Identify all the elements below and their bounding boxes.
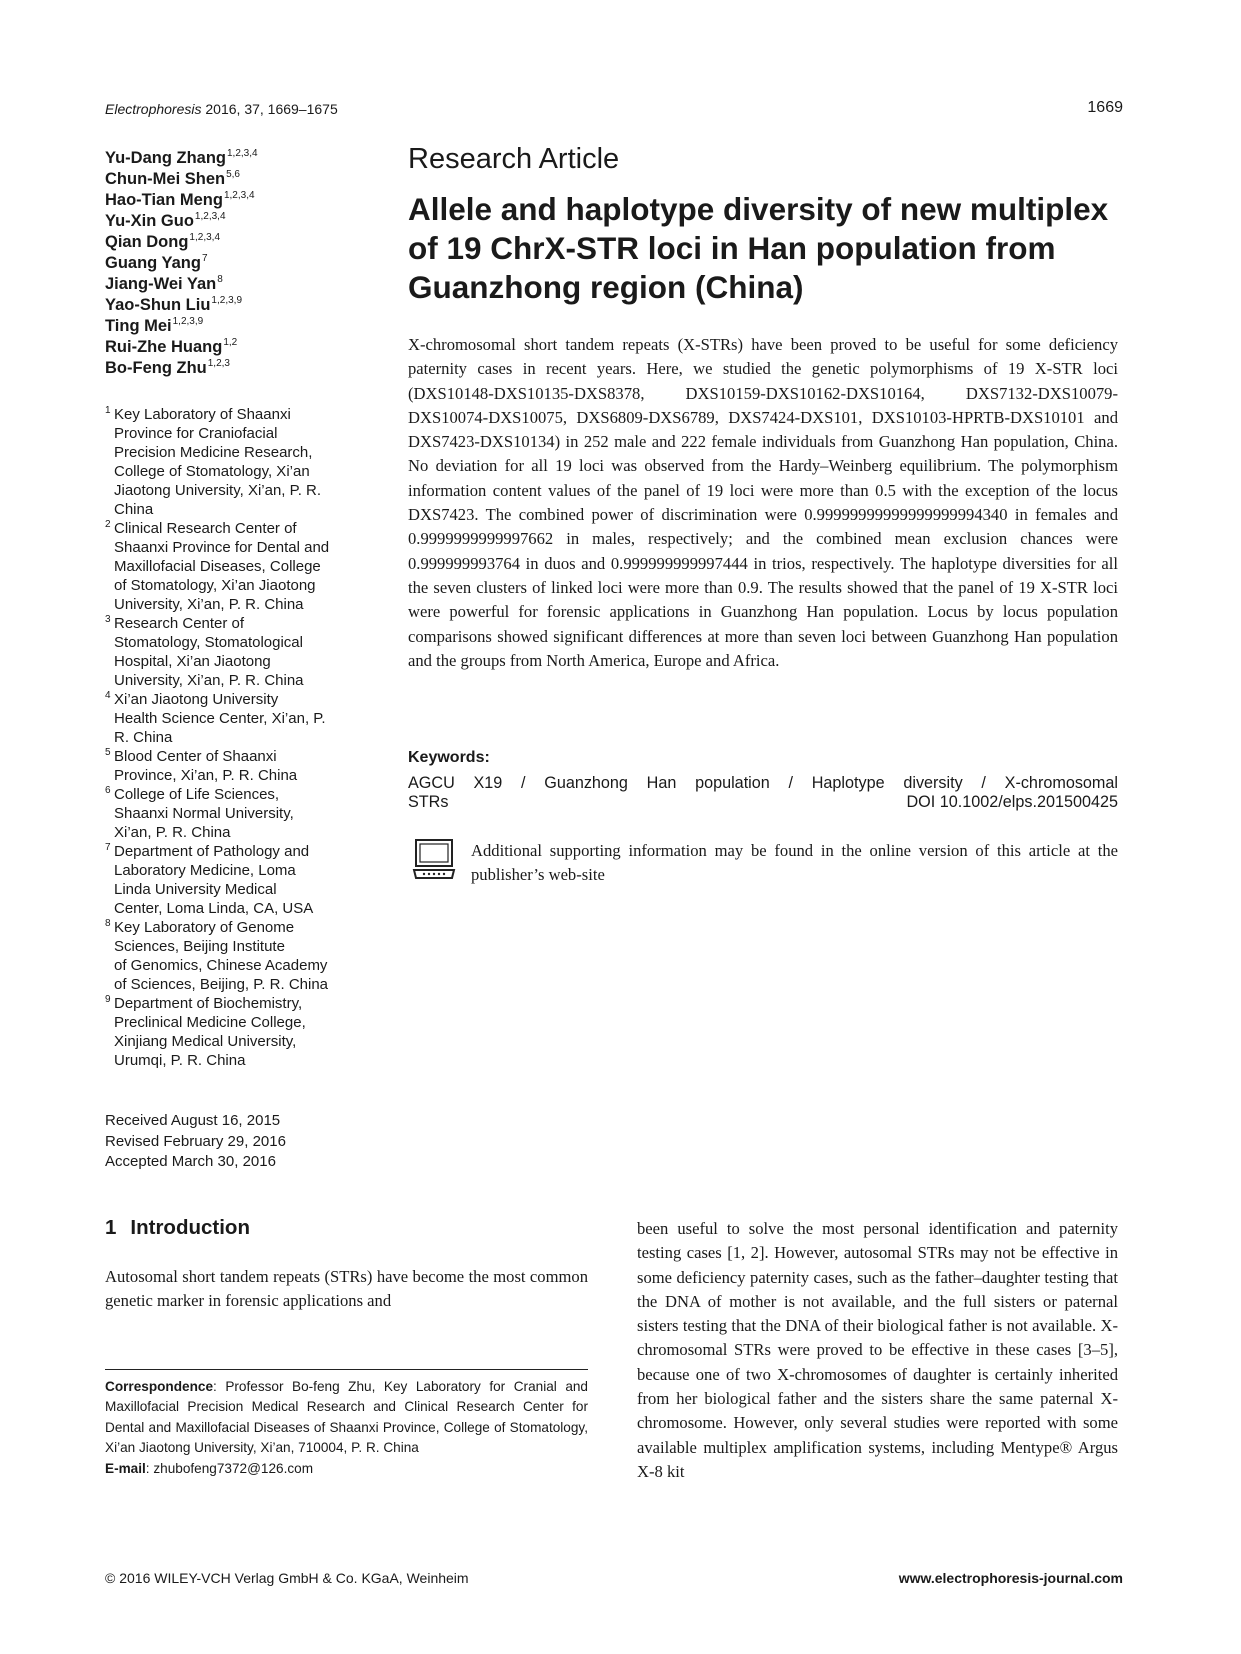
- author: Bo-Feng Zhu$^{1,2,3}$: [105, 358, 230, 377]
- article-dates: [105, 1111, 286, 1173]
- email-label: E-mail: [105, 1460, 146, 1476]
- correspondence-rule: [105, 1369, 588, 1370]
- email-address: : zhubofeng7372@126.com: [145, 1460, 314, 1476]
- author: Chun-Mei Shen$^{5,6}$: [105, 169, 240, 188]
- correspondence-label: Correspondence: [105, 1379, 214, 1394]
- affiliation: 8 Key Laboratory of Genome Sciences, Beijing Institute of Genomics, Chinese Academy of Sciences, Beijing, P. R. China: [105, 918, 329, 993]
- running-head: [105, 101, 338, 117]
- correspondence-text: : Professor Bo-feng Zhu, Key Laboratory for Cranial and Maxillofacial Precision Medical Research and Clinical Research Center for Dental and Maxillofacial Diseases of Shaanxi Province, College of Stomatology, Xi’an Jiaotong University, Xi’an, 710004, P. R. China: [105, 1379, 588, 1456]
- supporting-info-note: Additional supporting information may be found in the online version of this article at the publisher’s web-site: [471, 841, 1118, 884]
- affiliation: 6 College of Life Sciences, Shaanxi Normal University, Xi’an, P. R. China: [105, 785, 294, 841]
- affiliation: 2 Clinical Research Center of Shaanxi Province for Dental and Maxillofacial Diseases, College of Stomatology, Xi’an Jiaotong University, Xi’an, P. R. China: [105, 519, 330, 613]
- affiliation: 1 Key Laboratory of Shaanxi Province for Craniofacial Precision Medicine Research, College of Stomatology, Xi’an Jiaotong University, Xi’an, P. R. China: [105, 405, 322, 518]
- author: Jiang-Wei Yan$^8$: [105, 274, 223, 293]
- journal-website: www.electrophoresis-journal.com: [898, 1570, 1123, 1586]
- article-title: Allele and haplotype diversity of new multiplex of 19 ChrX-STR loci in Han population from Guanzhong region (China): [408, 191, 1109, 305]
- citation: 2016, 37, 1669–1675: [205, 101, 338, 117]
- journal-name: Electrophoresis: [105, 101, 202, 117]
- author: Rui-Zhe Huang$^{1,2}$: [105, 337, 238, 356]
- affiliation: 5 Blood Center of Shaanxi Province, Xi’an, P. R. China: [105, 747, 298, 784]
- date-received: Received August 16, 2015: [105, 1112, 281, 1129]
- author: Qian Dong$^{1,2,3,4}$: [105, 232, 221, 251]
- keywords-doi-row: [408, 793, 1118, 812]
- author: Ting Mei$^{1,2,3,9}$: [105, 316, 204, 335]
- author: Yu-Dang Zhang$^{1,2,3,4}$: [105, 148, 258, 167]
- affiliation: 9 Department of Biochemistry, Preclinical Medicine College, Xinjiang Medical University, Urumqi, P. R. China: [105, 994, 306, 1069]
- computer-icon: [412, 838, 456, 882]
- keywords-line-2: STRs: [408, 793, 449, 811]
- author: Yao-Shun Liu$^{1,2,3,9}$: [105, 295, 243, 314]
- correspondence-block: [105, 1377, 588, 1479]
- date-accepted: Accepted March 30, 2016: [105, 1153, 276, 1170]
- affiliation: 3 Research Center of Stomatology, Stomatological Hospital, Xi’an Jiaotong University, Xi’an, P. R. China: [105, 614, 304, 689]
- intro-paragraph-right: been useful to solve the most personal identification and paternity testing cases [1, 2]. However, autosomal STRs may not be effective in some deficiency paternity cases, such as the father–daughter testing that the DNA of mother is not available, and the full sisters or paternal sisters testing that the DNA of their biological father is not available. X-chromosomal STRs were proved to be effective in these cases [3–5], because one of two X-chromosomes of daughter is certainly inherited from her biological father and the sisters share the same paternal X-chromosome. However, only several studies were reported with some available multiplex amplification systems, including Mentype® Argus X-8 kit: [637, 1219, 1118, 1481]
- keywords-heading: Keywords:: [408, 749, 490, 766]
- affiliation: 4 Xi’an Jiaotong University Health Science Center, Xi’an, P. R. China: [105, 690, 326, 746]
- author-list: [105, 148, 385, 379]
- intro-paragraph-left: Autosomal short tandem repeats (STRs) have become the most common genetic marker in forensic applications and: [105, 1267, 588, 1311]
- author: Guang Yang$^7$: [105, 253, 208, 272]
- doi: DOI 10.1002/elps.201500425: [906, 793, 1118, 811]
- date-revised: Revised February 29, 2016: [105, 1132, 286, 1150]
- abstract: X-chromosomal short tandem repeats (X-STRs) have been proved to be useful for some deficiency paternity cases in recent years. Here, we studied the genetic polymorphisms of 19 X-STR loci (DXS10148-DXS10135-DXS8378, DXS10159-DXS10162-DXS10164, DXS7132-DXS10079-DXS10074-DXS10075, DXS6809-DXS6789, DXS7424-DXS101, DXS10103-HPRTB-DXS10101 and DXS7423-DXS10134) in 252 male and 222 female individuals from Guanzhong Han population, China. No deviation for all 19 loci was observed from the Hardy–Weinberg equilibrium. The polymorphism information content values of the panel of 19 loci were more than 0.5 with the exception of the locus DXS7423. The combined power of discrimination were 0.99999999999999999994340 in females and 0.9999999999997662 in males, respectively; and the combined mean exclusion chances were 0.999999993764 in duos and 0.999999999997444 in trios, respectively. The haplotype diversities for all the seven clusters of linked loci were more than 0.9. The results showed that the panel of 19 X-STR loci were powerful for forensic applications in Guanzhong Han population. Locus by locus population comparisons showed significant differences at more than seven loci between Guanzhong Han population and the groups from North America, Europe and Africa.: [408, 335, 1118, 670]
- article-type: Research Article: [408, 143, 620, 175]
- section-heading: 1 Introduction: [105, 1216, 250, 1239]
- author: Yu-Xin Guo$^{1,2,3,4}$: [105, 211, 226, 230]
- page-number: 1669: [1087, 99, 1123, 116]
- affiliation: 7 Department of Pathology and Laboratory Medicine, Loma Linda University Medical Center, Loma Linda, CA, USA: [105, 842, 314, 917]
- author: Hao-Tian Meng$^{1,2,3,4}$: [105, 190, 255, 209]
- affiliation-list: [105, 405, 375, 1070]
- keywords-line: AGCU X19 / Guanzhong Han population / Haplotype diversity / X-chromosomal: [408, 774, 1118, 792]
- copyright: © 2016 WILEY-VCH Verlag GmbH & Co. KGaA, Weinheim: [105, 1570, 469, 1586]
